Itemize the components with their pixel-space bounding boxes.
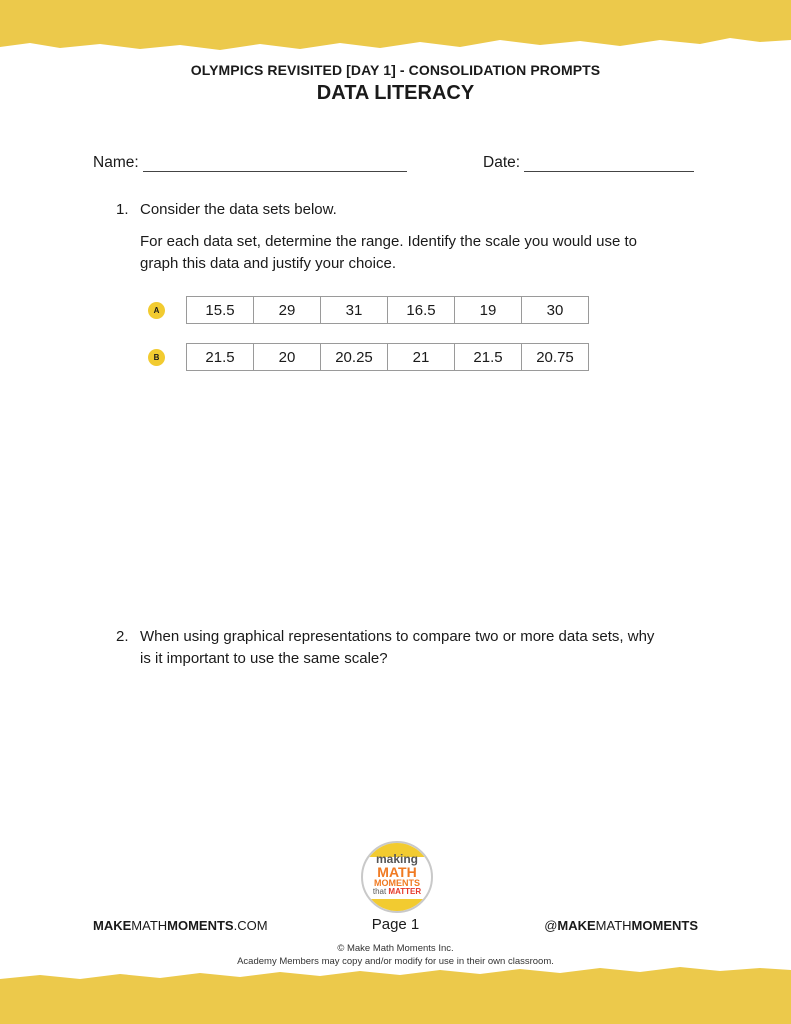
date-field: [483, 154, 694, 172]
name-blank-line[interactable]: [143, 155, 407, 172]
make-math-moments-logo: making MATH MOMENTS that MATTER: [361, 841, 433, 913]
dataset-b-row: [148, 343, 589, 371]
data-cell: 20: [254, 344, 321, 370]
question-number: 2.: [116, 628, 129, 645]
copyright-notice: © Make Math Moments Inc. Academy Members may copy and/or modify for use in their own classroom.: [237, 943, 554, 967]
data-cell: 20.75: [536, 348, 574, 366]
bottom-brush-band: [0, 965, 791, 1024]
date-blank-line[interactable]: [524, 155, 694, 172]
social-handle[interactable]: @MAKEMATHMOMENTS: [544, 918, 698, 933]
dataset-a-table: [186, 296, 589, 324]
page-number: Page 1: [371, 916, 420, 933]
data-cell: 19: [455, 297, 522, 323]
dataset-label-badge: A: [148, 302, 165, 319]
worksheet-subtitle: OLYMPICS REVISITED [DAY 1] - CONSOLIDATION PROMPTS: [190, 62, 601, 78]
name-label: Name:: [93, 154, 139, 171]
data-cell: 16.5: [388, 297, 455, 323]
website-link[interactable]: MAKEMATHMOMENTS.COM: [93, 918, 268, 933]
data-cell: 29: [254, 297, 321, 323]
data-cell: 21: [388, 344, 455, 370]
worksheet-title: DATA LITERACY: [316, 82, 475, 104]
data-cell: 15.5: [187, 297, 254, 323]
name-field: [93, 154, 407, 172]
question-2: [116, 626, 736, 676]
dataset-a-row: [148, 296, 589, 324]
question-instruction: graph this data and justify your choice.: [140, 255, 396, 272]
date-label: Date:: [483, 154, 521, 171]
question-text: Consider the data sets below.: [140, 201, 337, 218]
top-brush-band: [0, 0, 791, 52]
question-1: [116, 199, 716, 279]
question-number: 1.: [116, 201, 129, 218]
data-cell: 21.5: [455, 344, 522, 370]
data-cell: 30: [546, 301, 564, 319]
data-cell: 20.25: [321, 344, 388, 370]
question-text: When using graphical representations to compare two or more data sets, why: [140, 628, 655, 645]
data-cell: 21.5: [187, 344, 254, 370]
question-text: is it important to use the same scale?: [140, 650, 388, 667]
dataset-b-table: [186, 343, 589, 371]
data-cell: 31: [321, 297, 388, 323]
question-instruction: For each data set, determine the range. Identify the scale you would use to: [140, 233, 637, 250]
dataset-label-badge: B: [148, 349, 165, 366]
